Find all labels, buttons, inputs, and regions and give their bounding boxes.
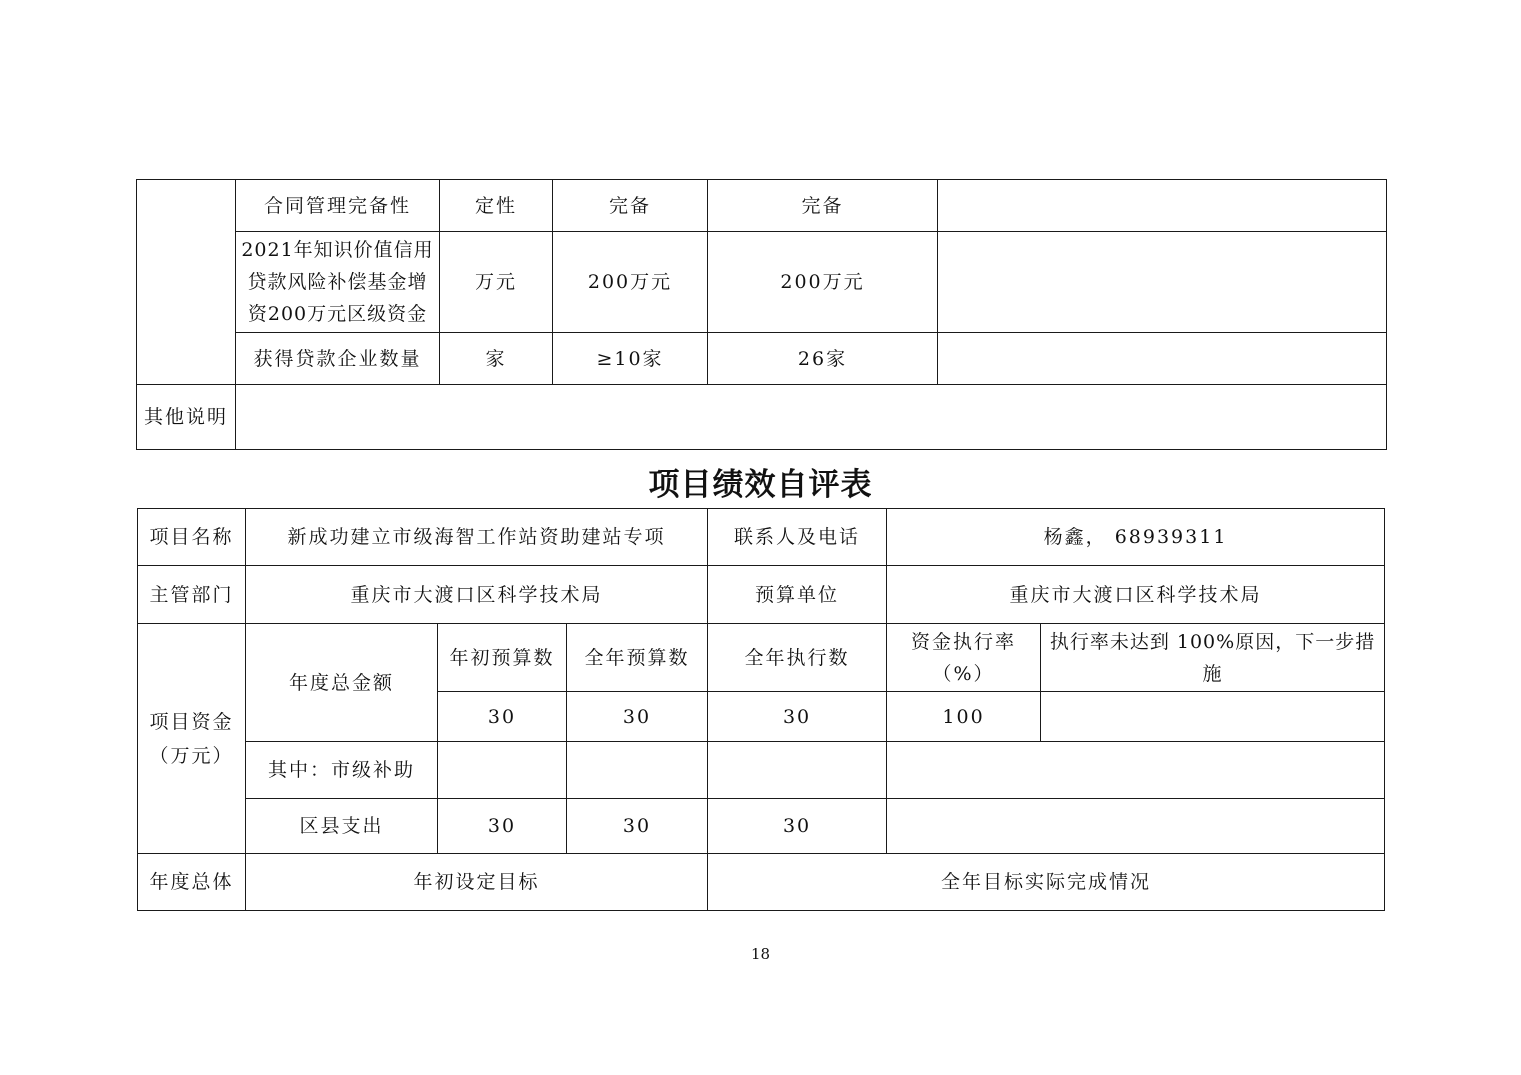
annual-total-label: 年度总金额 (246, 624, 438, 742)
dept-value: 重庆市大渡口区科学技术局 (246, 566, 708, 624)
county-initial-value: 30 (438, 799, 567, 854)
county-annual-value: 30 (567, 799, 708, 854)
reason-header (1041, 624, 1385, 692)
reason-header-line: 施 (1202, 662, 1223, 685)
actual-cell: 完备 (708, 180, 938, 232)
unit-cell: 定性 (440, 180, 553, 232)
target-cell: 完备 (553, 180, 708, 232)
indicator-line: 2021年知识价值信用 (241, 239, 434, 261)
exec-rate-header (887, 624, 1041, 692)
table-row (138, 799, 1385, 854)
budget-unit-label: 预算单位 (708, 566, 887, 624)
dept-label: 主管部门 (138, 566, 246, 624)
target-cell: ≥10家 (553, 333, 708, 385)
self-evaluation-table (137, 508, 1385, 911)
indicator-cell: 获得贷款企业数量 (236, 333, 440, 385)
actual-cell: 200万元 (708, 232, 938, 333)
category-cell (137, 180, 236, 385)
unit-cell: 家 (440, 333, 553, 385)
target-cell: 200万元 (553, 232, 708, 333)
other-notes-label: 其他说明 (137, 385, 236, 450)
reason-header-line: 执行率未达到 100%原因，下一步措 (1049, 630, 1376, 653)
total-exec-value: 30 (708, 692, 887, 742)
indicator-cell (236, 232, 440, 333)
exec-rate-header-line: 资金执行率 (911, 630, 1017, 653)
initial-budget-header: 年初预算数 (438, 624, 567, 692)
table-row (137, 333, 1387, 385)
initial-goal-label: 年初设定目标 (246, 854, 708, 911)
county-blank-cell (887, 799, 1385, 854)
funds-label-line: 项目资金 (149, 710, 234, 733)
table-row (138, 742, 1385, 799)
table-row (138, 854, 1385, 911)
table-row (137, 180, 1387, 232)
city-initial-value (438, 742, 567, 799)
funds-label (138, 624, 246, 854)
actual-goal-label: 全年目标实际完成情况 (708, 854, 1385, 911)
note-cell (938, 333, 1387, 385)
funds-label-line: （万元） (149, 744, 234, 767)
budget-unit-value: 重庆市大渡口区科学技术局 (887, 566, 1385, 624)
total-annual-value: 30 (567, 692, 708, 742)
indicator-line: 资200万元区级资金 (247, 303, 428, 325)
exec-rate-header-line: （%） (932, 662, 995, 685)
table-row (138, 566, 1385, 624)
indicator-cell: 合同管理完备性 (236, 180, 440, 232)
contact-label: 联系人及电话 (708, 509, 887, 566)
total-rate-value: 100 (887, 692, 1041, 742)
county-exec-value: 30 (708, 799, 887, 854)
total-reason-value (1041, 692, 1385, 742)
table-row (138, 509, 1385, 566)
total-initial-value: 30 (438, 692, 567, 742)
city-exec-value (708, 742, 887, 799)
actual-cell: 26家 (708, 333, 938, 385)
city-blank-cell (887, 742, 1385, 799)
note-cell (938, 232, 1387, 333)
overall-label: 年度总体 (138, 854, 246, 911)
unit-cell: 万元 (440, 232, 553, 333)
table-row (138, 624, 1385, 692)
city-subsidy-label: 其中：市级补助 (246, 742, 438, 799)
contact-value: 杨鑫， 68939311 (887, 509, 1385, 566)
project-name-label: 项目名称 (138, 509, 246, 566)
indicator-table (136, 179, 1387, 450)
table-row (137, 232, 1387, 333)
project-name-value: 新成功建立市级海智工作站资助建站专项 (246, 509, 708, 566)
other-notes-value (236, 385, 1387, 450)
county-expense-label: 区县支出 (246, 799, 438, 854)
annual-exec-header: 全年执行数 (708, 624, 887, 692)
page-number: 18 (750, 945, 771, 963)
indicator-line: 贷款风险补偿基金增 (247, 271, 428, 293)
page-title: 项目绩效自评表 (648, 467, 873, 503)
city-annual-value (567, 742, 708, 799)
note-cell (938, 180, 1387, 232)
table-row (137, 385, 1387, 450)
annual-budget-header: 全年预算数 (567, 624, 708, 692)
